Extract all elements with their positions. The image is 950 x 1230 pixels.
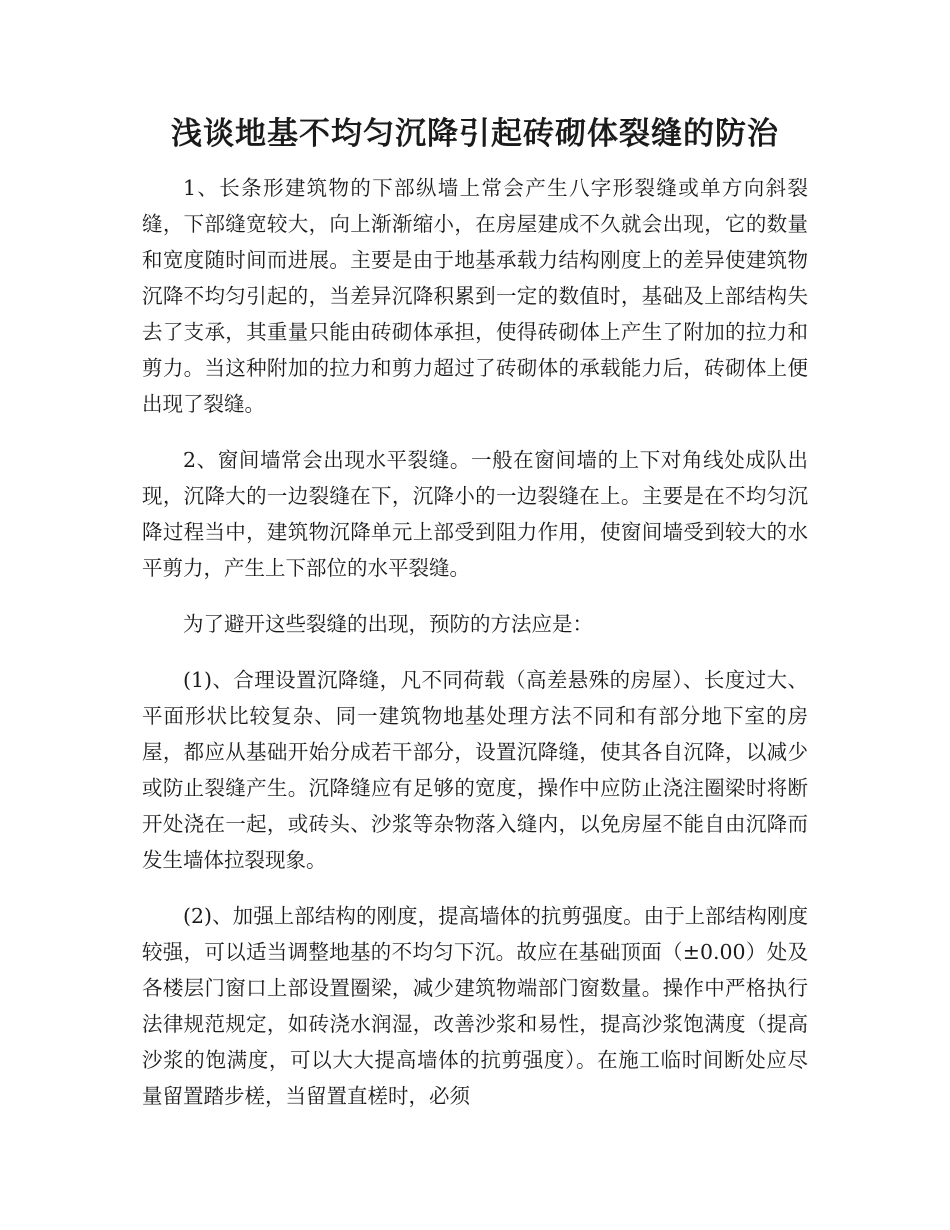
paragraph-4: (1)、合理设置沉降缝，凡不同荷载（高差悬殊的房屋）、长度过大、平面形状比较复杂、同一建筑物地基处理方法不同和有部分地下室的房屋，都应从基础开始分成若干部分，设置沉降缝，使其各自沉降，以减少或防止裂缝产生。沉降缝应有足够的宽度，操作中应防止浇注圈梁时将断开处浇在一起，或砖头、沙浆等杂物落入缝内，以免房屋不能自由沉降而发生墙体拉裂现象。 [142,668,808,872]
paragraph-5: (2)、加强上部结构的刚度，提高墙体的抗剪强度。由于上部结构刚度较强，可以适当调整地基的不均匀下沉。故应在基础顶面（±0.00）处及各楼层门窗口上部设置圈梁，减少建筑物端部门窗数量。操作中严格执行法律规范规定，如砖浇水润湿，改善沙浆和易性，提高沙浆饱满度（提高沙浆的饱满度，可以大大提高墙体的抗剪强度）。在施工临时间断处应尽量留置踏步槎，当留置直槎时，必须 [142,904,808,1108]
document-title: 浅谈地基不均匀沉降引起砖砌体裂缝的防治 [171,116,779,152]
paragraph-2: 2、窗间墙常会出现水平裂缝。一般在窗间墙的上下对角线处成队出现，沉降大的一边裂缝在下，沉降小的一边裂缝在上。主要是在不均匀沉降过程当中，建筑物沉降单元上部受到阻力作用，使窗间墙受到较大的水平剪力，产生上下部位的水平裂缝。 [142,448,808,580]
paragraph-1: 1、长条形建筑物的下部纵墙上常会产生八字形裂缝或单方向斜裂缝，下部缝宽较大，向上渐渐缩小，在房屋建成不久就会出现，它的数量和宽度随时间而进展。主要是由于地基承载力结构刚度上的差异使建筑物沉降不均匀引起的，当差异沉降积累到一定的数值时，基础及上部结构失去了支承，其重量只能由砖砌体承担，使得砖砌体上产生了附加的拉力和剪力。当这种附加的拉力和剪力超过了砖砌体的承载能力后，砖砌体上便出现了裂缝。 [142,176,808,416]
paragraph-3: 为了避开这些裂缝的出现，预防的方法应是： [183,612,593,636]
